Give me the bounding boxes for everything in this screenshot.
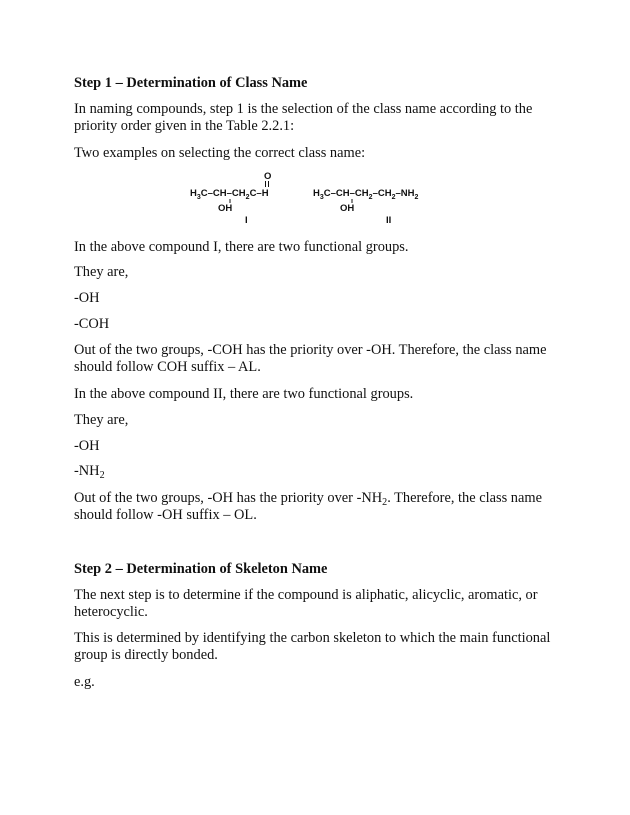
compound2-group-nh2: $-NH_2$ [74,463,105,481]
step2-paragraph-2: This is determined by identifying the carbon skeleton to which the main functional group is directly bonded. [74,630,551,663]
compound2-intro: In the above compound II, there are two functional groups. [74,386,414,402]
compound-2-chain: $H_3C-CH-CH_2-CH_2-NH_2$ [313,188,419,201]
structural-formulas [185,168,445,224]
compound-1-chain: $H_3C-CH-CH_2C-H$ [190,188,269,201]
step1-heading: Step 1 – Determination of Class Name [74,75,308,91]
step2-heading: Step 2 – Determination of Skeleton Name [74,561,328,577]
compound1-group-coh: -COH [74,316,110,332]
compound-1-label: I [245,215,248,224]
compound-2-label: II [386,215,392,224]
compound-1-structure [190,171,271,224]
compound1-intro: In the above compound I, there are two functional groups. [74,239,409,255]
compound1-they-are: They are, [74,264,129,280]
step2-paragraph-1: The next step is to determine if the compound is aliphatic, alicyclic, aromatic, or heterocyclic. [74,587,538,620]
step1-intro: In naming compounds, step 1 is the selection of the class name according to the priority order given in the Table 2.2.1: [74,101,533,134]
compound-2-structure [313,188,419,224]
compound-1-oh: OH [218,203,233,214]
compound1-group-oh: -OH [74,290,100,306]
compound2-they-are: They are, [74,412,129,428]
examples-intro: Two examples on selecting the correct class name: [74,145,366,161]
eg-label: e.g. [74,674,95,690]
compound-2-oh: OH [340,203,355,214]
compound1-conclusion: Out of the two groups, -COH has the priority over -OH. Therefore, the class name should follow COH suffix – AL. [74,342,547,375]
compound2-conclusion: Out of the two groups, -OH has the priority over $-NH_2$. Therefore, the class name should follow -OH suffix – OL. [74,490,542,523]
carbonyl-oxygen: O [264,171,272,182]
compound2-group-oh: -OH [74,438,100,454]
